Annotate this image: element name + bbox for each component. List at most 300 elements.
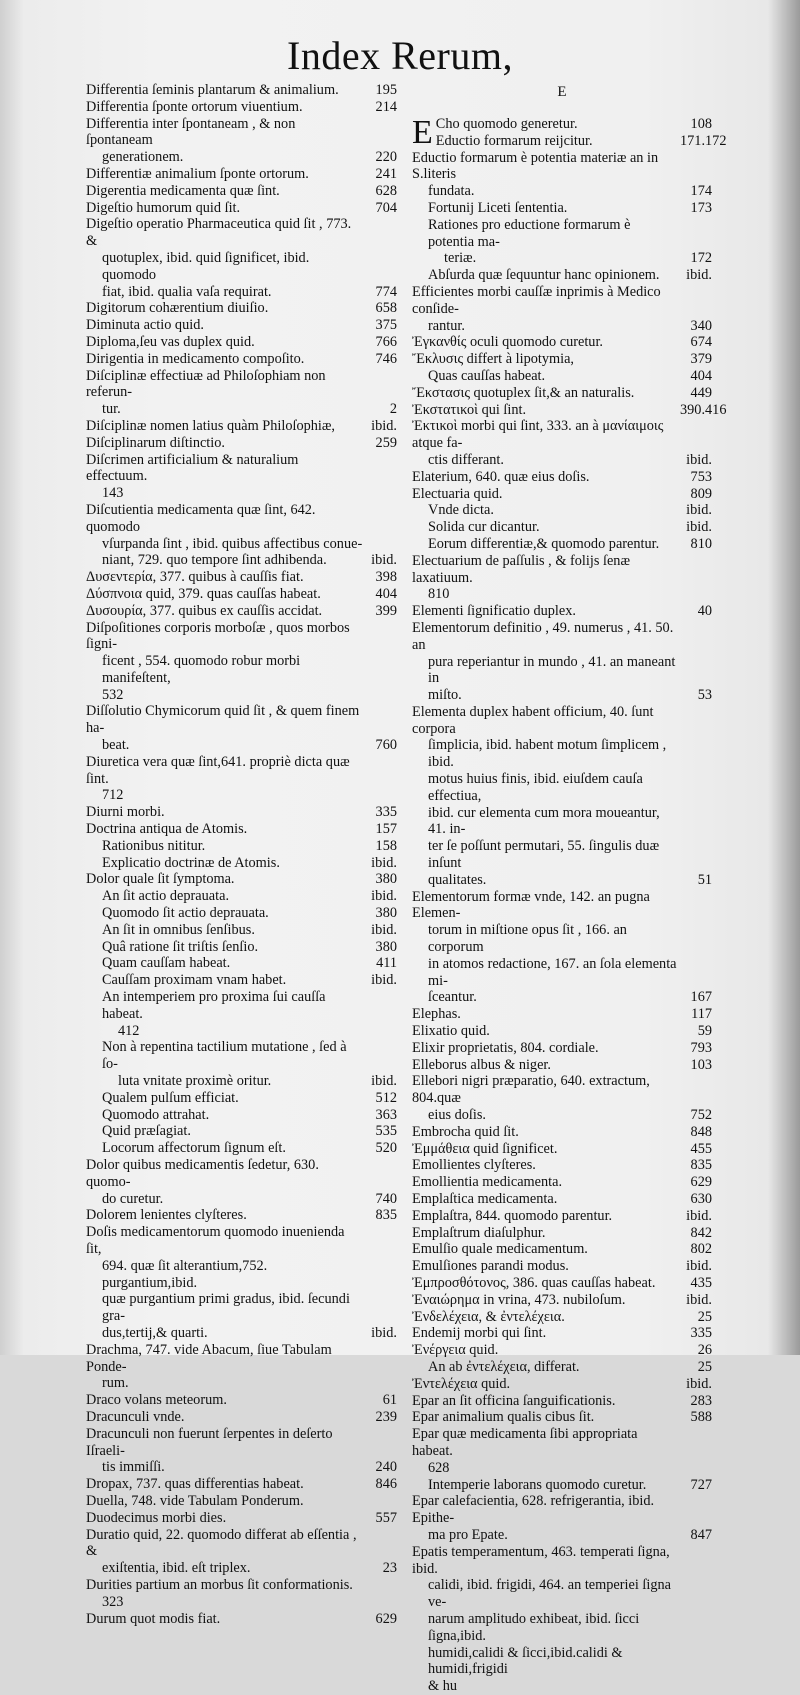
entry-text — [86, 1527, 397, 1577]
page-number: 117 — [691, 1006, 712, 1023]
entry-line: Differentia ſponte ortorum viuentium. — [86, 98, 303, 115]
entry-text — [412, 1393, 712, 1410]
entry-text — [86, 603, 397, 620]
index-entry — [412, 704, 712, 889]
entry-continuation: 712 — [102, 787, 124, 804]
page-number: 59 — [697, 1023, 712, 1040]
entry-text — [86, 166, 397, 183]
index-entry — [412, 132, 727, 150]
entry-continuation: eius doſis. — [428, 1107, 486, 1124]
page-number: 240 — [375, 1459, 397, 1476]
entry-text — [412, 1241, 712, 1258]
page-number: 793 — [690, 1039, 712, 1056]
left-column — [86, 82, 397, 1627]
page-number: 399 — [375, 602, 397, 619]
entry-text — [86, 905, 397, 922]
entry-text — [412, 1292, 712, 1309]
index-entry — [86, 1090, 397, 1107]
index-entry — [412, 1292, 712, 1309]
page-number: 25 — [697, 1308, 712, 1325]
entry-continuation: tur. — [102, 401, 121, 418]
page-number: 404 — [375, 585, 397, 602]
entry-text — [412, 1275, 712, 1292]
index-entry — [86, 1207, 397, 1224]
entry-line: Emollientia medicamenta. — [412, 1174, 563, 1191]
index-entry — [412, 1241, 712, 1258]
entry-continuation: 694. quæ ſit alterantium,752. purgantium,ibid. — [102, 1257, 268, 1291]
entry-text — [86, 452, 397, 502]
index-entry — [412, 1325, 712, 1342]
entry-continuation: beat. — [102, 737, 130, 754]
entry-continuation: miſto. — [428, 687, 462, 704]
index-entry — [86, 1493, 397, 1510]
entry-text — [412, 1342, 712, 1359]
entry-line: Rationibus nititur. — [102, 837, 206, 854]
index-entry — [86, 1342, 397, 1392]
entry-text — [86, 1224, 397, 1342]
page-number: 40 — [697, 603, 712, 620]
page-number: 157 — [375, 821, 397, 838]
entry-continuation: ctis differant. — [428, 451, 504, 468]
page-number: 727 — [690, 1476, 712, 1493]
index-entry — [86, 888, 397, 905]
entry-line: Diſcrimen artificialium & naturalium effectuum. — [86, 451, 299, 485]
index-entry — [86, 1527, 397, 1577]
entry-text — [86, 1342, 397, 1392]
index-entry — [86, 838, 397, 855]
page-number: ibid. — [371, 1073, 397, 1090]
page-number: 61 — [382, 1392, 397, 1409]
entry-line: Diuretica vera quæ ſint,641. propriè dicta quæ ſint. — [86, 753, 350, 787]
entry-text — [412, 1376, 712, 1393]
index-entry — [86, 368, 397, 418]
entry-continuation: 810 — [428, 586, 450, 603]
entry-line: Elementi ſignificatio duplex. — [412, 603, 576, 620]
entry-continuation: vſurpanda ſint , ibid. quibus affectibus conue- — [102, 535, 363, 552]
entry-text — [412, 334, 712, 351]
entry-line: Doſis medicamentorum quomodo inuenienda ſit, — [86, 1224, 345, 1257]
page-number: 411 — [376, 955, 397, 972]
index-entry — [86, 1140, 397, 1157]
entry-line: Differentiæ animalium ſponte ortorum. — [86, 165, 309, 182]
entry-line: Elementorum formæ vnde, 142. an pugna Elemen- — [412, 888, 650, 922]
entry-line: Dracunculi vnde. — [86, 1408, 185, 1425]
entry-line: Emplaſtrum diaſulphur. — [412, 1224, 546, 1241]
page-number: 704 — [375, 199, 397, 216]
entry-line: Elementa duplex habent officium, 40. ſunt corpora — [412, 703, 654, 737]
page-number: 740 — [375, 1190, 397, 1207]
page-number: 630 — [690, 1191, 712, 1207]
entry-line: Digeſtio operatio Pharmaceutica quid ſit , 773. & — [86, 216, 352, 250]
entry-line: Eductio formarum è potentia materiæ an in S.literis — [412, 149, 659, 183]
entry-continuation: teriæ. — [444, 250, 477, 267]
entry-text — [86, 1123, 397, 1140]
entry-line: An ſit actio deprauata. — [102, 888, 230, 905]
entry-text — [412, 1141, 712, 1158]
entry-continuation: motus huius finis, ibid. eiuſdem cauſa effectiua, — [428, 771, 643, 804]
entry-line: Differentia inter ſpontaneam , & non ſpontaneam — [86, 115, 296, 149]
entry-line: Quid præſagiat. — [102, 1123, 191, 1140]
entry-line: Intemperie laborans quomodo curetur. — [428, 1476, 647, 1493]
entry-line: Ἔκλυσις differt à lipotymia, — [412, 351, 575, 368]
page-number: 629 — [375, 1610, 397, 1627]
entry-text — [412, 267, 712, 284]
index-entry — [412, 1208, 712, 1225]
index-entry — [412, 469, 712, 486]
entry-line: Ἔκστασις quotuplex ſit,& an naturalis. — [412, 384, 635, 401]
entry-text — [412, 603, 712, 620]
entry-line: Drachma, 747. vide Abacum, ſiue Tabulam Ponde- — [86, 1341, 332, 1375]
index-entry — [86, 435, 397, 452]
index-entry — [412, 1040, 712, 1057]
entry-line: Duratio quid, 22. quomodo differat ab eſſentia , & — [86, 1526, 357, 1560]
entry-text — [86, 1140, 397, 1157]
page-number: 25 — [697, 1358, 712, 1375]
page-number: ibid. — [686, 502, 712, 519]
entry-line: Differentia ſeminis plantarum & animalium. — [86, 82, 339, 98]
index-entry — [412, 553, 712, 603]
index-entry — [86, 99, 397, 116]
index-entry — [412, 1225, 712, 1242]
index-entry — [412, 1275, 712, 1292]
page-number: 239 — [375, 1408, 397, 1425]
entry-text — [86, 989, 397, 1039]
entry-text — [412, 1174, 712, 1191]
index-entry — [412, 351, 712, 368]
entry-continuation: fiat, ibid. qualia vaſa requirat. — [102, 283, 272, 300]
entry-text — [412, 1073, 712, 1123]
index-entry — [86, 1409, 397, 1426]
entry-continuation: dus,tertij,& quarti. — [102, 1324, 208, 1341]
entry-line: Diploma,ſeu vas duplex quid. — [86, 333, 255, 350]
page-number: ibid. — [371, 417, 397, 434]
right-column — [412, 82, 727, 1695]
index-entry — [86, 1426, 397, 1476]
entry-line: Elephas. — [412, 1006, 461, 1023]
entry-text — [86, 368, 397, 418]
page-number: 847 — [690, 1526, 712, 1543]
index-entry — [86, 166, 397, 183]
index-entry — [412, 1544, 712, 1695]
page-number: ibid. — [686, 1375, 712, 1392]
page-number: 435 — [690, 1274, 712, 1291]
index-entry — [86, 1107, 397, 1124]
index-entry — [86, 1510, 397, 1527]
page-number: 674 — [690, 334, 712, 351]
entry-text — [412, 1040, 712, 1057]
page-number: 809 — [690, 485, 712, 502]
entry-text — [86, 1207, 397, 1224]
entry-line: Digeſtio humorum quid ſit. — [86, 199, 241, 216]
entry-text — [86, 939, 397, 956]
entry-text — [86, 1039, 397, 1089]
page-number: ibid. — [371, 921, 397, 938]
page-number: ibid. — [686, 267, 712, 284]
index-entry — [412, 368, 712, 385]
entry-text — [412, 519, 712, 536]
entry-line: Diſciplinarum diſtinctio. — [86, 434, 225, 451]
index-entry — [412, 1258, 712, 1275]
entry-line: Digerentia medicamenta quæ ſint. — [86, 182, 280, 199]
page-number: 628 — [375, 182, 397, 199]
page-number: ibid. — [371, 854, 397, 871]
entry-line: Qualem pulſum efficiat. — [102, 1089, 239, 1106]
index-entry — [86, 620, 397, 704]
entry-line: Ἐντελέχεια quid. — [412, 1375, 511, 1392]
entry-continuation: 323 — [102, 1593, 124, 1610]
entry-text — [86, 1392, 397, 1409]
index-entry — [412, 385, 712, 402]
entry-text — [412, 502, 712, 519]
page-number: ibid. — [371, 972, 397, 989]
entry-text — [86, 334, 397, 351]
entry-text — [86, 888, 397, 905]
entry-line: Ellebori nigri præparatio, 640. extractum, 804.quæ — [412, 1073, 650, 1107]
page-number: 404 — [690, 367, 712, 384]
entry-line: Quomodo attrahat. — [102, 1106, 210, 1123]
entry-line: Quomodo ſit actio deprauata. — [102, 905, 269, 922]
entry-text — [86, 955, 397, 972]
page-number: 380 — [375, 871, 397, 888]
entry-text — [412, 150, 712, 200]
page-number: 842 — [690, 1224, 712, 1241]
entry-text — [412, 553, 712, 603]
entry-text — [86, 1157, 397, 1207]
entry-continuation: generationem. — [102, 149, 184, 166]
entry-continuation: & hu — [428, 1678, 457, 1695]
index-entry — [412, 519, 712, 536]
index-entry — [412, 603, 712, 620]
entry-text — [86, 1476, 397, 1493]
entry-text — [86, 1493, 397, 1510]
page-number: ibid. — [371, 888, 397, 905]
entry-text — [412, 1309, 712, 1326]
index-entry — [412, 334, 712, 351]
index-entry — [412, 1057, 712, 1074]
entry-line: Embrocha quid ſit. — [412, 1123, 519, 1140]
page-number: 848 — [690, 1123, 712, 1140]
entry-text — [86, 183, 397, 200]
index-entry — [412, 1393, 712, 1410]
entry-continuation: 143 — [102, 485, 124, 502]
entry-continuation: humidi,calidi & ſicci,ibid.calidi & humidi,frigidi — [428, 1644, 623, 1678]
entry-text — [412, 284, 712, 334]
entry-line: Epatis temperamentum, 463. temperati ſigna, ibid. — [412, 1543, 670, 1577]
page-number: ibid. — [686, 519, 712, 536]
index-entry — [86, 1123, 397, 1140]
page-number: 380 — [375, 938, 397, 955]
index-entry — [86, 821, 397, 838]
page-number: 171.172 — [680, 132, 727, 149]
index-entry — [86, 569, 397, 586]
index-entry — [412, 401, 727, 419]
index-entry — [86, 972, 397, 989]
index-entry — [412, 620, 712, 704]
entry-line: Emulſio quale medicamentum. — [412, 1241, 588, 1258]
page-number: 512 — [375, 1089, 397, 1106]
entry-text — [86, 1426, 397, 1476]
page-number: 335 — [375, 804, 397, 821]
entry-text — [86, 804, 397, 821]
entry-line: Epar calefacientia, 628. refrigerantia, ibid. Epithe- — [412, 1493, 655, 1527]
index-entry — [412, 1174, 712, 1191]
page-number: 658 — [375, 300, 397, 317]
page-number: 174 — [690, 183, 712, 200]
index-entry — [412, 502, 712, 519]
entry-line: Duella, 748. vide Tabulam Ponderum. — [86, 1492, 304, 1509]
page-number: 752 — [690, 1107, 712, 1124]
index-entry — [86, 300, 397, 317]
page-number: ibid. — [371, 1324, 397, 1341]
entry-line: Elementorum definitio , 49. numerus , 41. 50. an — [412, 619, 674, 653]
entry-text — [86, 703, 397, 753]
entry-text — [412, 889, 712, 1007]
entry-line: Epar animalium qualis cibus ſit. — [412, 1409, 595, 1426]
entry-continuation: 412 — [118, 1022, 140, 1039]
index-entry — [86, 1157, 397, 1207]
entry-text — [412, 1157, 712, 1174]
entry-text — [86, 1107, 397, 1124]
entry-line: Locorum affectorum ſignum eſt. — [102, 1140, 286, 1157]
entry-line: Diurni morbi. — [86, 804, 165, 821]
entry-line: Δυσεντερία, 377. quibus à cauſſis fiat. — [86, 569, 304, 586]
entry-text — [412, 217, 712, 267]
entry-line: Ἐκτικοὶ morbi qui ſint, 333. an à μανίαιμοις atque fa- — [412, 418, 664, 452]
entry-line: Dracunculi non fuerunt ſerpentes in deſerto Iſraeli- — [86, 1425, 333, 1459]
index-entry — [86, 183, 397, 200]
index-entry — [86, 452, 397, 502]
entry-line: Durum quot modis fiat. — [86, 1610, 221, 1627]
page-number: 53 — [697, 687, 712, 704]
entry-line: Draco volans meteorum. — [86, 1392, 227, 1409]
entry-text — [412, 1023, 712, 1040]
index-entry — [86, 922, 397, 939]
page-number: 259 — [375, 434, 397, 451]
entry-continuation: in atomos redactione, 167. an ſola elementa mi- — [428, 955, 677, 989]
entry-line: Diſpoſitiones corporis morboſæ , quos morbos ſigni- — [86, 619, 350, 653]
page-number: 220 — [375, 149, 397, 166]
entry-line: Epar an ſit officina ſanguificationis. — [412, 1392, 616, 1409]
index-entry — [412, 1191, 712, 1208]
entry-text — [86, 821, 397, 838]
entry-line: Dirigentia in medicamento compoſito. — [86, 350, 305, 367]
entry-line: An intemperiem pro proxima ſui cauſſa habeat. — [102, 989, 326, 1022]
page-number: 2 — [389, 401, 397, 418]
entry-line: Dropax, 737. quas differentias habeat. — [86, 1476, 304, 1493]
entry-line: Endemij morbi qui ſint. — [412, 1325, 547, 1342]
entry-text — [86, 418, 397, 435]
entry-text — [412, 1258, 712, 1275]
page-number: 835 — [375, 1207, 397, 1224]
index-entry — [86, 586, 397, 603]
page-number: 629 — [690, 1174, 712, 1191]
entry-continuation: ter ſe poſſunt permutari, 55. ſingulis duæ inſunt — [428, 838, 660, 872]
entry-line: Diſcutientia medicamenta quæ ſint, 642. quomodo — [86, 501, 316, 535]
entry-continuation: do curetur. — [102, 1190, 164, 1207]
page-number: ibid. — [686, 451, 712, 468]
entry-continuation: exiſtentia, ibid. eſt triplex. — [102, 1560, 251, 1577]
entry-text — [86, 838, 397, 855]
page-title: Index Rerum, — [287, 33, 513, 78]
page-number: 753 — [690, 468, 712, 485]
entry-line: Ἐγκανθίς oculi quomodo curetur. — [412, 334, 603, 351]
entry-text — [412, 704, 712, 889]
page-number: 241 — [375, 165, 397, 182]
entry-line: Δύσπνοια quid, 379. quas cauſſas habeat. — [86, 585, 321, 602]
entry-line: Elaterium, 640. quæ eius doſis. — [412, 468, 590, 485]
entry-text — [86, 200, 397, 217]
page-number: 375 — [375, 317, 397, 334]
entry-line: Ἐμπροσθότονος, 386. quas cauſſas habeat. — [412, 1274, 656, 1291]
entry-continuation: ſimplicia, ibid. habent motum ſimplicem , ibid. — [428, 737, 667, 771]
entry-text — [86, 1577, 397, 1611]
page-number: 167 — [690, 989, 712, 1006]
index-entry — [86, 216, 397, 300]
entry-text — [412, 368, 712, 385]
entry-text — [412, 385, 712, 402]
entry-continuation: 628 — [428, 1459, 450, 1476]
entry-text — [86, 1510, 397, 1527]
index-entry — [86, 804, 397, 821]
entry-line: Cauſſam proximam vnam habet. — [102, 972, 287, 989]
entry-line: Rationes pro eductione formarum è potentia ma- — [428, 216, 631, 250]
entry-continuation: quotuplex, ibid. quid ſignificet, ibid. quomodo — [102, 249, 310, 283]
index-entry — [412, 1073, 712, 1123]
entry-line: Diſciplinæ nomen latius quàm Philoſophiæ, — [86, 417, 336, 434]
entry-line: An ab ἐντελέχεια, differat. — [428, 1358, 580, 1375]
entry-text — [86, 1090, 397, 1107]
entry-continuation: torum in miſtione opus ſit , 166. an corporum — [428, 922, 627, 956]
entry-text — [86, 586, 397, 603]
entry-text — [412, 1426, 712, 1476]
entry-text — [86, 1409, 397, 1426]
page-number: 449 — [690, 384, 712, 401]
entry-continuation: pura reperiantur in mundo , 41. an maneant in — [428, 653, 676, 687]
page-number: 390.416 — [680, 401, 727, 418]
entry-text — [86, 972, 397, 989]
entry-line: Abſurda quæ ſequuntur hanc opinionem. — [428, 267, 660, 284]
entry-line: Electuarium de paſſulis , & folijs ſenæ laxatiuum. — [412, 552, 630, 586]
index-entry — [412, 1157, 712, 1174]
page-number: 26 — [697, 1342, 712, 1359]
entry-line: Fortunij Liceti ſententia. — [428, 199, 568, 216]
entry-continuation: ficent , 554. quomodo robur morbi manifeſtent, — [102, 653, 301, 686]
entry-line: Efficientes morbi cauſſæ inprimis à Medico conſide- — [412, 283, 661, 317]
index-entry — [412, 1477, 712, 1494]
page-number: 588 — [690, 1409, 712, 1426]
index-entry — [86, 871, 397, 888]
entry-text — [412, 536, 712, 553]
entry-text — [86, 855, 397, 872]
entry-continuation: 532 — [102, 686, 124, 703]
entry-text — [412, 1208, 712, 1225]
index-entry — [412, 418, 712, 468]
index-entry — [86, 989, 397, 1039]
index-entry — [86, 905, 397, 922]
section-letter: E — [557, 84, 567, 100]
entry-line: Diſſolutio Chymicorum quid ſit , & quem finem ha- — [86, 703, 360, 737]
entry-line: Epar quæ medicamenta ſibi appropriata habeat. — [412, 1426, 638, 1459]
entry-text — [412, 1544, 712, 1695]
page-number: 335 — [690, 1325, 712, 1342]
entry-line: Solida cur dicantur. — [428, 519, 540, 536]
entry-line: Emulſiones parandi modus. — [412, 1258, 569, 1275]
entry-text — [412, 1409, 712, 1426]
entry-line: Cho quomodo generetur. — [435, 116, 578, 132]
index-entry — [412, 1409, 712, 1426]
entry-line: Emplaſtra, 844. quomodo parentur. — [412, 1207, 613, 1224]
entry-text — [412, 401, 727, 419]
